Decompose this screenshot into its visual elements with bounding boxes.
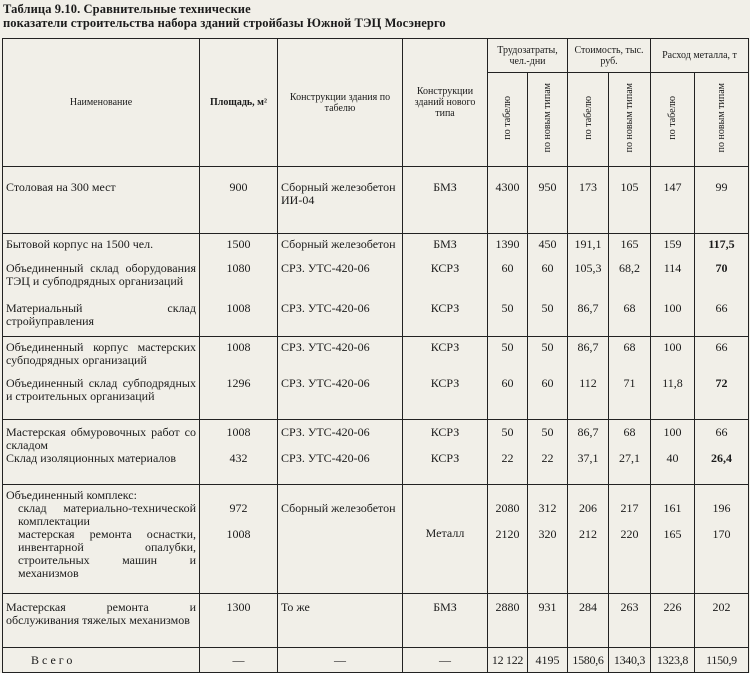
cell-area: 1008 <box>200 337 278 374</box>
complex-item-2-area: 1008 <box>226 527 251 541</box>
sub-header-metal-new: по новым типам <box>695 73 749 167</box>
cell-labor-new: 22 <box>528 452 568 485</box>
cell-by-table: СРЗ. УТС-420-06 <box>278 452 403 485</box>
cell-name: Материальный склад стройуправления <box>3 302 200 337</box>
cell-labor-table: 50 <box>488 420 528 453</box>
cell-cost-new: 71 <box>609 373 651 420</box>
table-row <box>3 302 749 337</box>
sub-header-metal-table: по табелю <box>651 73 695 167</box>
complex-item-1-metal-table: 161 <box>663 501 682 515</box>
cell-cost-new: 105 <box>609 167 651 234</box>
cell-by-table: Сборный железобетон <box>278 234 403 263</box>
cell-cost-table: 86,7 <box>568 302 609 337</box>
cell-cost-table: 173 <box>568 167 609 234</box>
cell-cost-new: 68,2 <box>609 262 651 302</box>
table-row-complex <box>3 485 749 594</box>
cell-metal-table-total: 1323,8 <box>651 648 695 673</box>
cell-cost-table: 105,3 <box>568 262 609 302</box>
cell-by-table: То же <box>278 594 403 648</box>
cell-by-table: СРЗ. УТС-420-06 <box>278 337 403 374</box>
cell-cost-new: 68 <box>609 337 651 374</box>
cell-name-complex <box>3 485 200 594</box>
cell-area: 1300 <box>200 594 278 648</box>
complex-item-1-metal-new: 196 <box>712 501 731 515</box>
cell-metal-new-total: 1150,9 <box>695 648 749 673</box>
cell-cost-table-total: 1580,6 <box>568 648 609 673</box>
cell-labor-table: 2880 <box>488 594 528 648</box>
table-row <box>3 594 749 648</box>
table-row <box>3 337 749 374</box>
col-header-name: Наименование <box>3 39 200 167</box>
cell-name: Столовая на 300 мест <box>3 167 200 234</box>
cell-metal-table: 114 <box>651 262 695 302</box>
cell-cost-new: 263 <box>609 594 651 648</box>
cell-labor-new-total: 4195 <box>528 648 568 673</box>
cell-metal-table: 40 <box>651 452 695 485</box>
complex-item-1-cost-new: 217 <box>620 501 639 515</box>
table-row <box>3 452 749 485</box>
title-line-2: показатели строительства набора зданий стройбазы Южной ТЭЦ Мосэнерго <box>3 16 446 30</box>
cell-new-type: КСРЗ <box>403 302 488 337</box>
cell-cost-new: 165 <box>609 234 651 263</box>
col-header-metal: Расход металла, т <box>651 39 749 73</box>
cell-area: 1008 <box>200 420 278 453</box>
cell-cost-new: 68 <box>609 420 651 453</box>
table-row <box>3 167 749 234</box>
cell-metal-table: 226 <box>651 594 695 648</box>
table-row <box>3 234 749 263</box>
cell-labor-table: 4300 <box>488 167 528 234</box>
cell-labor-new: 50 <box>528 420 568 453</box>
complex-item-1-labor-table: 2080 <box>495 501 520 515</box>
title-text: Сравнительные технические <box>83 2 251 16</box>
cell-new-type: КСРЗ <box>403 262 488 302</box>
cell-labor-new: 60 <box>528 262 568 302</box>
cell-area-total: — <box>200 648 278 673</box>
col-header-new-type: Конструкции зданий нового типа <box>403 39 488 167</box>
col-header-cost: Стоимость, тыс. руб. <box>568 39 651 73</box>
cell-metal-table <box>651 485 695 594</box>
complex-heading: Объединенный комплекс: <box>6 488 137 502</box>
table-number: Таблица 9.10. <box>3 2 81 16</box>
cell-cost-new-total: 1340,3 <box>609 648 651 673</box>
complex-item-1-labor-new: 312 <box>538 501 557 515</box>
cell-metal-new: 72 <box>695 373 749 420</box>
cell-cost-table: 191,1 <box>568 234 609 263</box>
cell-labor-new: 450 <box>528 234 568 263</box>
complex-item-1-cost-table: 206 <box>579 501 597 515</box>
col-header-labor: Трудозатраты, чел.-дни <box>488 39 568 73</box>
table-row <box>3 420 749 453</box>
cell-area-complex <box>200 485 278 594</box>
cell-labor-table-total: 12 122 <box>488 648 528 673</box>
cell-cost-table: 112 <box>568 373 609 420</box>
cell-metal-new: 26,4 <box>695 452 749 485</box>
cell-cost-table: 37,1 <box>568 452 609 485</box>
sub-header-cost-table: по табелю <box>568 73 609 167</box>
title-line-1 <box>3 2 446 16</box>
complex-item-2-name: мастерская ремонта оснастки, инвентарной опалубки, строительных машин и механизмов <box>18 527 196 580</box>
comparison-table <box>2 38 749 673</box>
complex-item-2-metal-table: 165 <box>663 527 682 541</box>
cell-name: Объединенный корпус мастерских субподрядных организаций <box>3 337 200 374</box>
complex-item-2-labor-new: 320 <box>538 527 557 541</box>
complex-item-2-cost-new: 220 <box>620 527 639 541</box>
cell-cost-new: 68 <box>609 302 651 337</box>
cell-name: Бытовой корпус на 1500 чел. <box>3 234 200 263</box>
cell-area: 432 <box>200 452 278 485</box>
cell-new-type: КСРЗ <box>403 452 488 485</box>
cell-new-type: КСРЗ <box>403 337 488 374</box>
cell-labor-new: 931 <box>528 594 568 648</box>
cell-name: Мастерская обмуровочных работ со складом <box>3 420 200 453</box>
cell-metal-table: 100 <box>651 337 695 374</box>
cell-metal-table: 100 <box>651 302 695 337</box>
cell-new-type: КСРЗ <box>403 420 488 453</box>
cell-labor-new: 50 <box>528 302 568 337</box>
complex-item-2-cost-table: 212 <box>579 527 597 541</box>
cell-cost-table: 86,7 <box>568 337 609 374</box>
cell-new-type: Металл <box>403 485 488 594</box>
col-header-area: Площадь, м² <box>200 39 278 167</box>
cell-metal-new: 202 <box>695 594 749 648</box>
cell-metal-table: 159 <box>651 234 695 263</box>
cell-new-type: БМЗ <box>403 167 488 234</box>
cell-labor-new: 950 <box>528 167 568 234</box>
cell-by-table: СРЗ. УТС-420-06 <box>278 420 403 453</box>
cell-metal-table: 100 <box>651 420 695 453</box>
cell-cost-new <box>609 485 651 594</box>
complex-item-1-area: 972 <box>229 501 248 515</box>
cell-area: 1296 <box>200 373 278 420</box>
cell-labor-table: 60 <box>488 373 528 420</box>
cell-labor-table: 60 <box>488 262 528 302</box>
cell-labor-table: 22 <box>488 452 528 485</box>
cell-metal-new: 66 <box>695 420 749 453</box>
complex-item-2-metal-new: 170 <box>712 527 731 541</box>
table-row <box>3 262 749 302</box>
cell-name-total: Всего <box>3 648 200 673</box>
sub-header-labor-table: по табелю <box>488 73 528 167</box>
cell-name: Объединенный склад оборудования ТЭЦ и субподрядных организаций <box>3 262 200 302</box>
cell-metal-new: 117,5 <box>695 234 749 263</box>
cell-labor-table <box>488 485 528 594</box>
cell-new-type: КСРЗ <box>403 373 488 420</box>
cell-labor-new: 60 <box>528 373 568 420</box>
cell-by-table: Сборный железобетон ИИ-04 <box>278 167 403 234</box>
cell-metal-new: 99 <box>695 167 749 234</box>
cell-cost-new: 27,1 <box>609 452 651 485</box>
cell-by-table: СРЗ. УТС-420-06 <box>278 373 403 420</box>
cell-labor-table: 1390 <box>488 234 528 263</box>
sub-header-labor-new: по новым типам <box>528 73 568 167</box>
cell-metal-new: 66 <box>695 302 749 337</box>
cell-by-table: СРЗ. УТС-420-06 <box>278 262 403 302</box>
cell-cost-table <box>568 485 609 594</box>
table-row-total <box>3 648 749 673</box>
cell-metal-table: 147 <box>651 167 695 234</box>
complex-item-1-name: склад материально-технической комплектации <box>18 501 196 528</box>
cell-area: 1008 <box>200 302 278 337</box>
cell-labor-table: 50 <box>488 337 528 374</box>
cell-by-table-total: — <box>278 648 403 673</box>
cell-name: Склад изоляционных материалов <box>3 452 200 485</box>
cell-by-table: Сборный железобетон <box>278 485 403 594</box>
cell-name: Объединенный склад субподрядных и строительных организаций <box>3 373 200 420</box>
cell-metal-new <box>695 485 749 594</box>
cell-labor-new <box>528 485 568 594</box>
cell-by-table: СРЗ. УТС-420-06 <box>278 302 403 337</box>
cell-cost-table: 86,7 <box>568 420 609 453</box>
table-title <box>3 2 446 30</box>
cell-area: 900 <box>200 167 278 234</box>
cell-labor-table: 50 <box>488 302 528 337</box>
cell-area: 1080 <box>200 262 278 302</box>
cell-metal-table: 11,8 <box>651 373 695 420</box>
cell-metal-new: 66 <box>695 337 749 374</box>
complex-item-2-labor-table: 2120 <box>495 527 520 541</box>
cell-name: Мастерская ремонта и обслуживания тяжелых механизмов <box>3 594 200 648</box>
table-row <box>3 373 749 420</box>
cell-new-type-total: — <box>403 648 488 673</box>
cell-cost-table: 284 <box>568 594 609 648</box>
col-header-by-table: Конструкции здания по табелю <box>278 39 403 167</box>
cell-new-type: БМЗ <box>403 594 488 648</box>
cell-area: 1500 <box>200 234 278 263</box>
cell-new-type: БМЗ <box>403 234 488 263</box>
sub-header-cost-new: по новым типам <box>609 73 651 167</box>
cell-metal-new: 70 <box>695 262 749 302</box>
cell-labor-new: 50 <box>528 337 568 374</box>
